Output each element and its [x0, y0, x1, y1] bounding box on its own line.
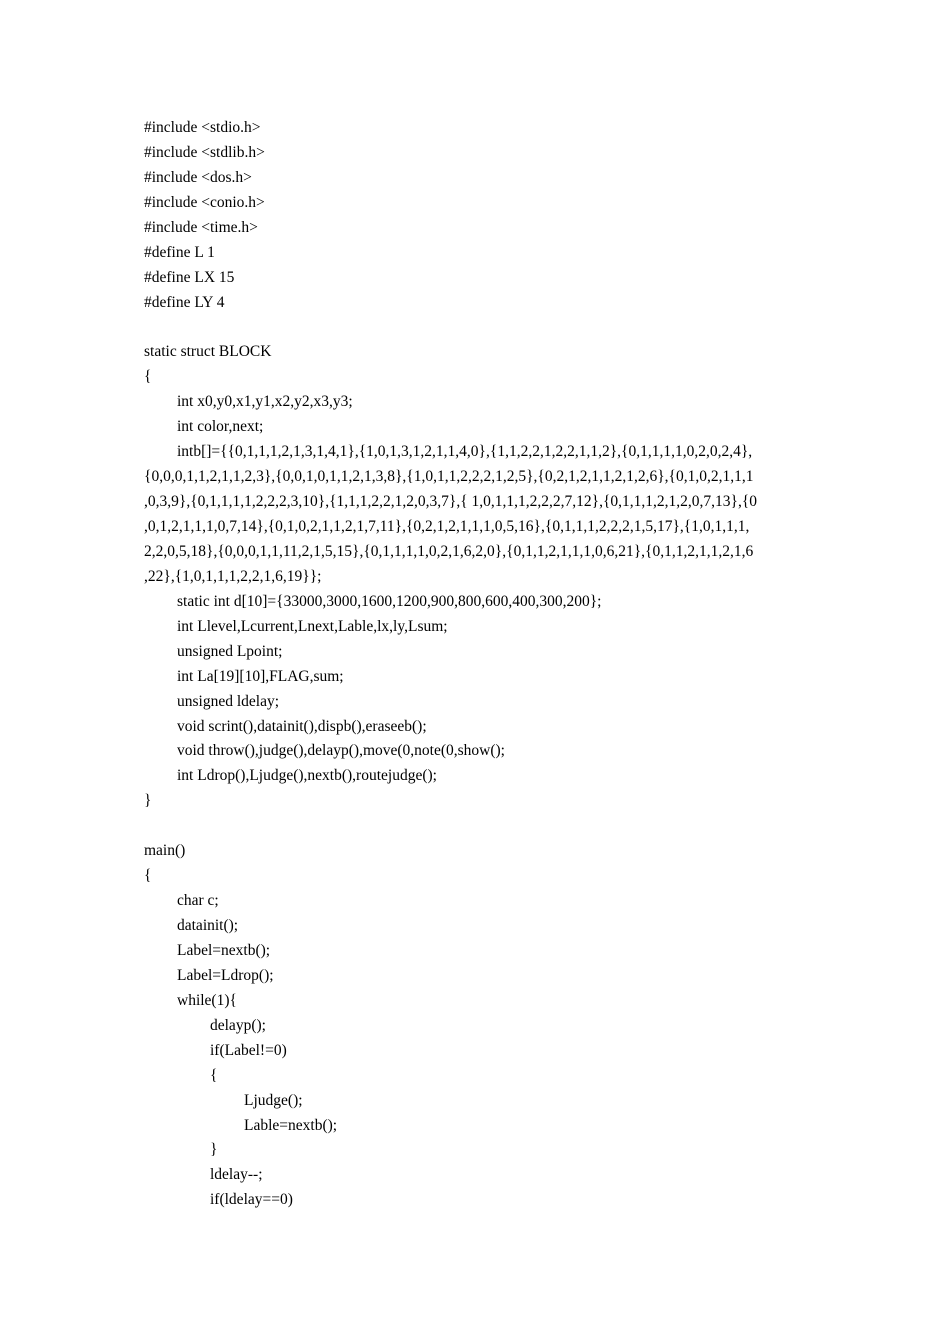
code-line: Label=nextb();: [177, 941, 271, 959]
code-line: #define LX 15: [144, 268, 235, 286]
code-line: int Llevel,Lcurrent,Lnext,Lable,lx,ly,Lsum;: [177, 617, 448, 635]
code-line: Label=Ldrop();: [177, 966, 274, 984]
code-line: static struct BLOCK: [144, 343, 272, 361]
code-line: void scrint(),datainit(),dispb(),eraseeb();: [177, 717, 427, 735]
code-line: datainit();: [177, 917, 239, 934]
code-line: {: [144, 368, 152, 386]
code-line: static int d[10]={33000,3000,1600,1200,900,800,600,400,300,200};: [177, 592, 602, 610]
code-line: char c;: [177, 892, 219, 910]
code-line: #include <time.h>: [144, 218, 258, 236]
code-line: ,0,3,9},{0,1,1,1,1,2,2,2,3,10},{1,1,1,2,2,1,2,0,3,7},{ 1,0,1,1,1,2,2,2,7,12},{0,1,1,1,2,1,2,0,7,13},{0: [144, 493, 758, 511]
code-line: {0,0,0,1,1,2,1,1,2,3},{0,0,1,0,1,1,2,1,3,8},{1,0,1,1,2,2,2,1,2,5},{0,2,1,2,1,1,2,1,2,6},{0,1,0,2,1,1,1: [144, 468, 754, 486]
code-line: int color,next;: [177, 418, 264, 436]
code-line: {: [144, 867, 152, 885]
code-line: if(ldelay==0): [210, 1191, 293, 1209]
code-line: ldelay--;: [210, 1166, 263, 1184]
code-line: int La[19][10],FLAG,sum;: [177, 667, 344, 685]
code-line: 2,2,0,5,18},{0,0,0,1,1,11,2,1,5,15},{0,1,1,1,1,0,2,1,6,2,0},{0,1,1,2,1,1,1,0,6,21},{0,1,1,2,1,1,2,1,6: [144, 542, 754, 560]
code-line: intb[]={{0,1,1,1,2,1,3,1,4,1},{1,0,1,3,1,2,1,1,4,0},{1,1,2,2,1,2,2,1,1,2},{0,1,1,1,1,0,2,0,2,4},: [177, 443, 753, 461]
code-line: ,22},{1,0,1,1,1,2,2,1,6,19}};: [144, 567, 322, 585]
code-line: if(Label!=0): [210, 1041, 287, 1059]
blank-line: [144, 814, 824, 839]
code-line: int Ldrop(),Ljudge(),nextb(),routejudge();: [177, 767, 437, 785]
code-line: Ljudge();: [244, 1091, 303, 1109]
code-line: int x0,y0,x1,y1,x2,y2,x3,y3;: [177, 393, 353, 411]
code-line: #define L 1: [144, 243, 215, 261]
code-line: }: [144, 792, 152, 810]
source-code-text: [144, 116, 824, 1213]
code-line: delayp();: [210, 1016, 266, 1034]
code-line: while(1){: [177, 991, 237, 1009]
code-line: #define LY 4: [144, 293, 225, 311]
code-line: #include <stdlib.h>: [144, 143, 265, 161]
code-line: void throw(),judge(),delayp(),move(0,note(0,show();: [177, 742, 505, 760]
code-line: main(): [144, 842, 186, 860]
code-line: }: [210, 1141, 218, 1159]
code-line: #include <dos.h>: [144, 168, 252, 186]
code-line: #include <stdio.h>: [144, 119, 261, 136]
code-line: Lable=nextb();: [244, 1116, 338, 1134]
code-line: unsigned Lpoint;: [177, 642, 283, 660]
code-line: {: [210, 1066, 218, 1084]
code-line: unsigned ldelay;: [177, 692, 280, 710]
blank-line: [144, 316, 824, 341]
code-line: #include <conio.h>: [144, 193, 265, 211]
code-line: ,0,1,2,1,1,1,0,7,14},{0,1,0,2,1,1,2,1,7,11},{0,2,1,2,1,1,1,0,5,16},{0,1,1,1,2,2,2,1,5,17},{1,0,1,1,1,: [144, 518, 750, 535]
